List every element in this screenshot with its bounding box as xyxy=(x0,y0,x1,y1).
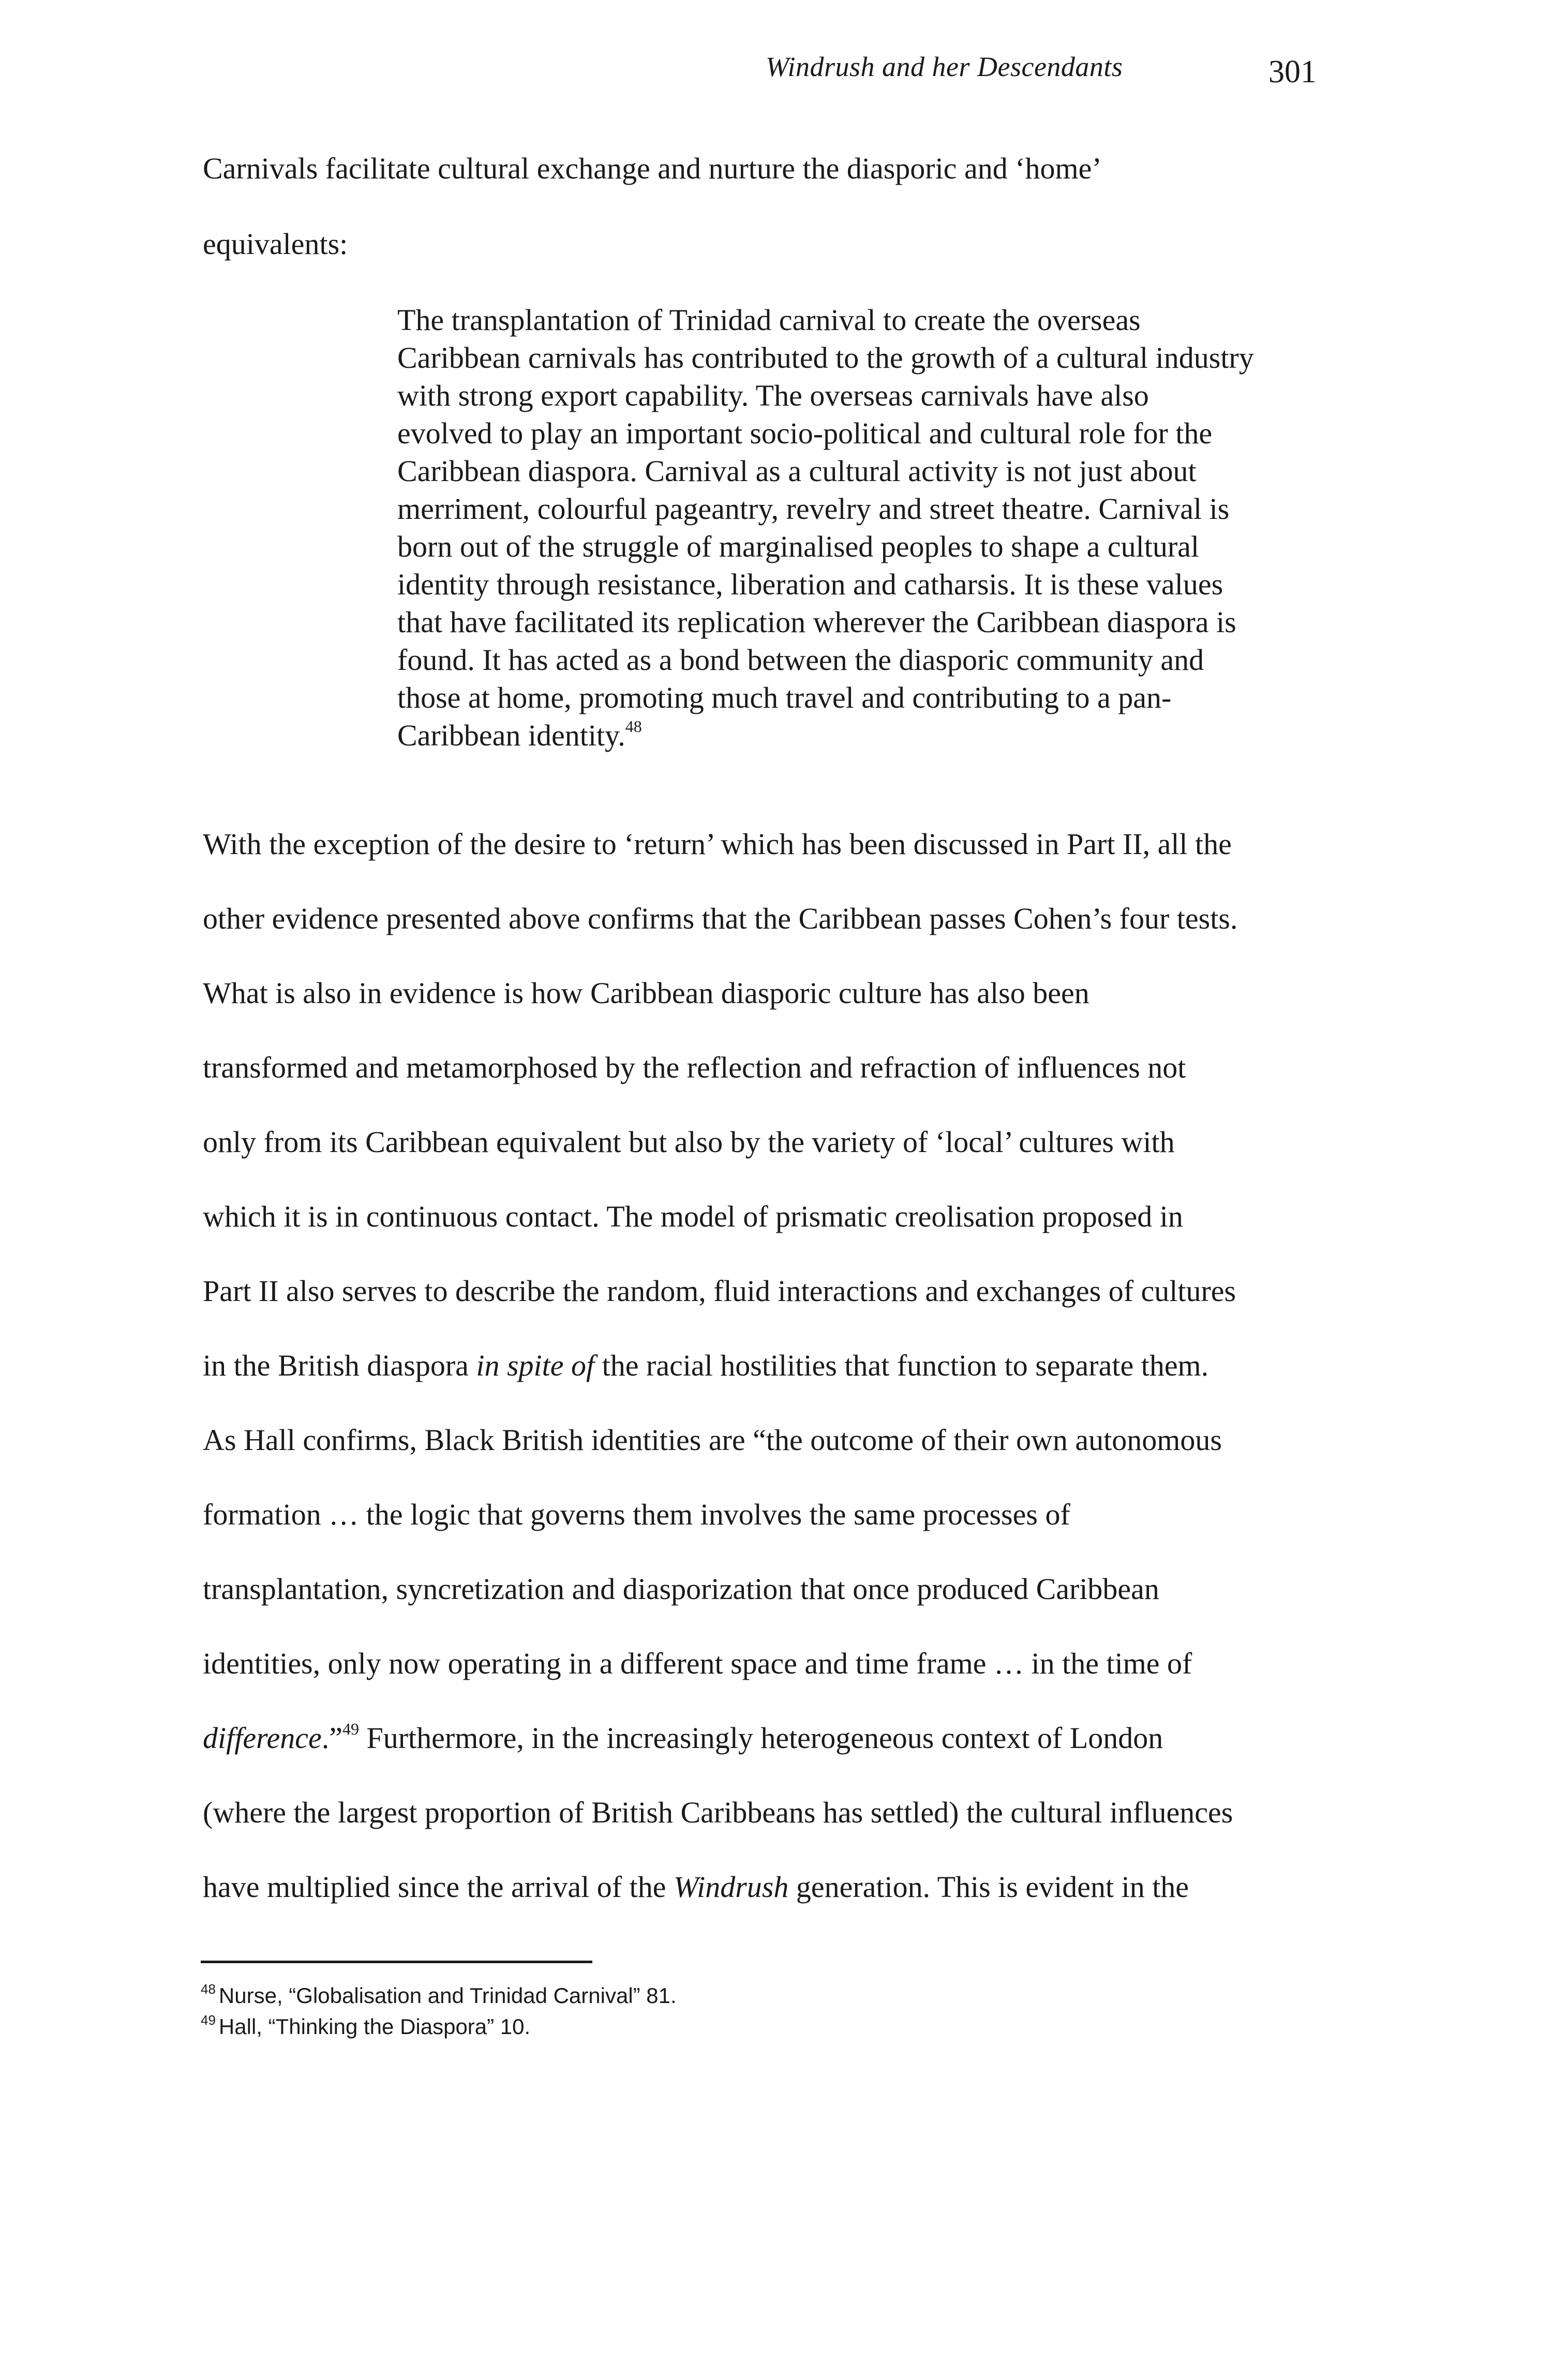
body-line-8 xyxy=(203,1348,1208,1383)
body-line-14: (where the largest proportion of British Caribbeans has settled) the cultural influences xyxy=(203,1796,1233,1829)
body-line-12: identities, only now operating in a different space and time frame … in the time of xyxy=(203,1647,1192,1680)
italic-run: difference xyxy=(203,1721,322,1755)
body-line-10: formation … the logic that governs them involves the same processes of xyxy=(203,1498,1070,1531)
body-line-15 xyxy=(203,1870,1189,1904)
text-run: in the British diaspora xyxy=(203,1349,476,1382)
intro-line-1: Carnivals facilitate cultural exchange and nurture the diasporic and ‘home’ xyxy=(203,152,1102,185)
body-line-7: Part II also serves to describe the random, fluid interactions and exchanges of cultures xyxy=(203,1274,1236,1308)
footnote-48 xyxy=(201,1981,677,2008)
quote-line: that have facilitated its replication wherever the Caribbean diaspora is xyxy=(397,605,1236,639)
quote-line: found. It has acted as a bond between the diasporic community and xyxy=(397,643,1204,677)
italic-run: Windrush xyxy=(673,1870,789,1904)
quote-line: Caribbean carnivals has contributed to the growth of a cultural industry xyxy=(397,341,1254,375)
text-run: the racial hostilities that function to separate them. xyxy=(594,1349,1209,1382)
quote-line: born out of the struggle of marginalised peoples to shape a cultural xyxy=(397,530,1200,563)
body-line-5: only from its Caribbean equivalent but also by the variety of ‘local’ cultures with xyxy=(203,1125,1175,1159)
body-line-9: As Hall confirms, Black British identities are “the outcome of their own autonomous xyxy=(203,1423,1222,1457)
footnote-ref-48: 48 xyxy=(625,717,642,736)
quote-line: identity through resistance, liberation and catharsis. It is these values xyxy=(397,567,1223,601)
quote-line: merriment, colourful pageantry, revelry and street theatre. Carnival is xyxy=(397,492,1230,526)
footnote-mark: 48 xyxy=(201,1981,216,1997)
body-line-13 xyxy=(203,1721,1163,1755)
body-line-6: which it is in continuous contact. The model of prismatic creolisation proposed in xyxy=(203,1200,1183,1233)
text-run: Furthermore, in the increasingly heterogeneous context of London xyxy=(359,1721,1163,1755)
body-line-2: other evidence presented above confirms that the Caribbean passes Cohen’s four tests. xyxy=(203,902,1238,935)
intro-line-2: equivalents: xyxy=(203,227,348,261)
footnote-text: Nurse, “Globalisation and Trinidad Carnival” 81. xyxy=(218,1983,677,2008)
text-run: .” xyxy=(321,1721,342,1755)
quote-line: evolved to play an important socio-political and cultural role for the xyxy=(397,416,1213,450)
footnote-text: Hall, “Thinking the Diaspora” 10. xyxy=(218,2014,531,2039)
quote-line: those at home, promoting much travel and contributing to a pan- xyxy=(397,681,1172,714)
body-line-3: What is also in evidence is how Caribbean diasporic culture has also been xyxy=(203,976,1089,1010)
footnote-ref-49: 49 xyxy=(342,1720,359,1738)
running-title: Windrush and her Descendants xyxy=(766,51,1123,82)
body-line-4: transformed and metamorphosed by the reflection and refraction of influences not xyxy=(203,1051,1186,1084)
quote-text: Caribbean identity. xyxy=(397,719,625,752)
body-line-1: With the exception of the desire to ‘return’ which has been discussed in Part II, all the xyxy=(203,827,1232,861)
text-run: generation. This is evident in the xyxy=(788,1870,1189,1904)
italic-run: in spite of xyxy=(476,1349,595,1382)
body-line-11: transplantation, syncretization and diasporization that once produced Caribbean xyxy=(203,1572,1159,1606)
footnote-49 xyxy=(201,2012,530,2039)
quote-line: Caribbean diaspora. Carnival as a cultural activity is not just about xyxy=(397,454,1197,488)
quote-line: The transplantation of Trinidad carnival to create the overseas xyxy=(397,303,1141,337)
page-number: 301 xyxy=(1268,54,1317,89)
quote-line-last xyxy=(397,717,642,752)
footnote-mark: 49 xyxy=(201,2012,216,2028)
footnote-divider xyxy=(201,1961,592,1963)
text-run: have multiplied since the arrival of the xyxy=(203,1870,674,1904)
quote-line: with strong export capability. The overseas carnivals have also xyxy=(397,379,1149,412)
